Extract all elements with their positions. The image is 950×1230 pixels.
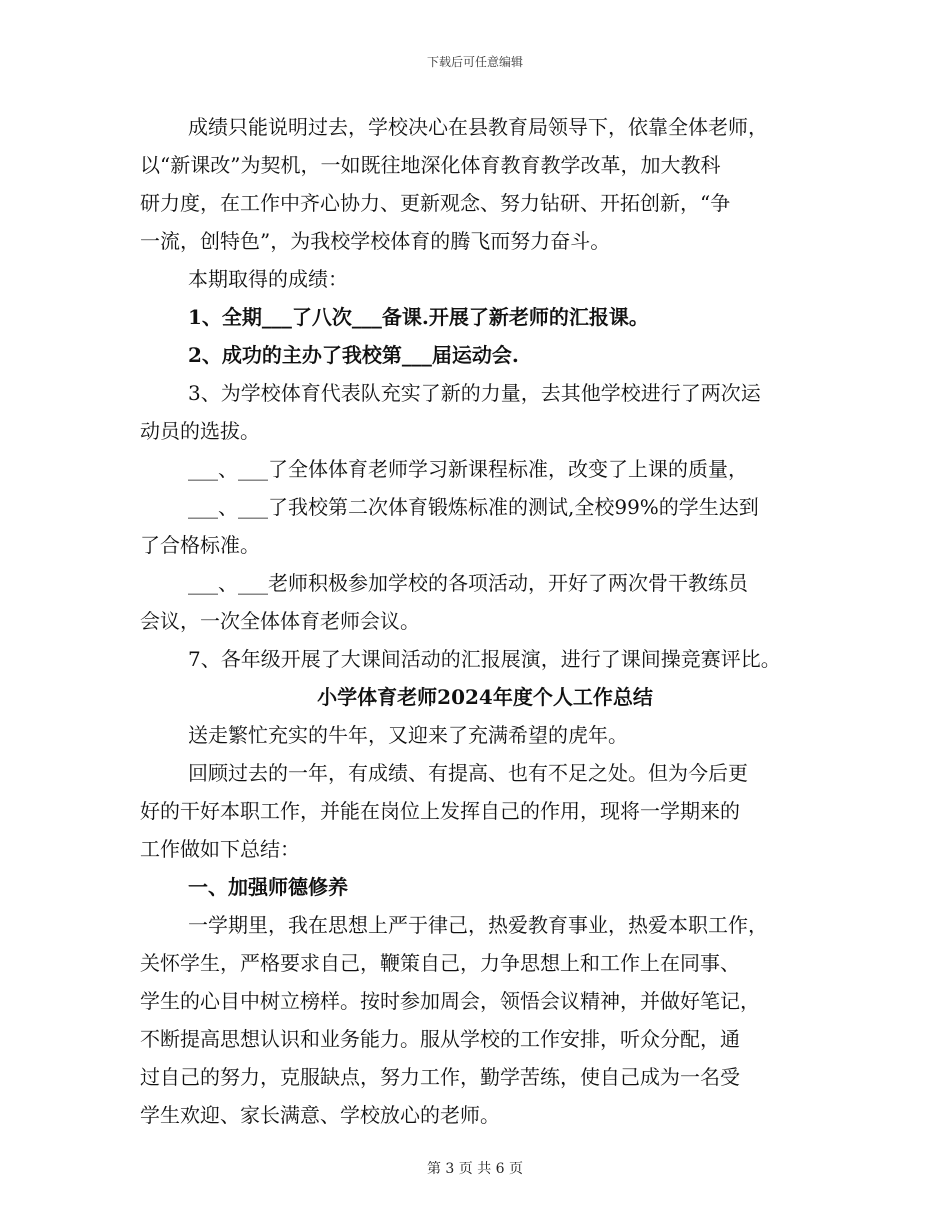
- paragraph-line: 3、为学校体育代表队充实了新的力量，去其他学校进行了两次运: [188, 381, 761, 405]
- paragraph-line: 一流，创特色”，为我校学校体育的腾飞而努力奋斗。: [140, 229, 611, 253]
- paragraph-line: 回顾过去的一年，有成绩、有提高、也有不足之处。但为今后更: [188, 761, 748, 785]
- paragraph-line: 工作做如下总结：: [140, 837, 300, 861]
- paragraph-line: 学生的心目中树立榜样。按时参加周会，领悟会议精神，并做好笔记，: [140, 989, 760, 1013]
- document-body: [140, 108, 830, 1134]
- paragraph-line: 动员的选拔。: [140, 419, 260, 443]
- section-heading: 一、加强师德修养: [188, 875, 348, 899]
- paragraph-line: 好的干好本职工作，并能在岗位上发挥自己的作用，现将一学期来的: [140, 799, 740, 823]
- paragraph-line: 研力度，在工作中齐心协力、更新观念、努力钻研、开拓创新，“争: [140, 191, 731, 215]
- paragraph-line: 会议，一次全体体育老师会议。: [140, 609, 420, 633]
- paragraph-line: 7、各年级开展了大课间活动的汇报展演，进行了课间操竞赛评比。: [188, 647, 781, 671]
- paragraph-line: ___、___老师积极参加学校的各项活动，开好了两次骨干教练员: [188, 571, 748, 595]
- paragraph-line: 不断提高思想认识和业务能力。服从学校的工作安排，听众分配，通: [140, 1027, 740, 1051]
- paragraph-line: 过自己的努力，克服缺点，努力工作，勤学苦练，使自己成为一名受: [140, 1065, 740, 1089]
- document-title: 小学体育老师2024年度个人工作总结: [317, 685, 653, 709]
- paragraph-line: 送走繁忙充实的牛年，又迎来了充满希望的虎年。: [188, 723, 628, 747]
- achievement-item: 2、成功的主办了我校第___届运动会.: [188, 343, 519, 367]
- achievement-item: 1、全期___了八次___备课.开展了新老师的汇报课。: [188, 305, 649, 329]
- paragraph-line: 一学期里，我在思想上严于律己，热爱教育事业，热爱本职工作，: [188, 913, 768, 937]
- paragraph-line: 关怀学生，严格要求自己，鞭策自己，力争思想上和工作上在同事、: [140, 951, 740, 975]
- paragraph-line: ___、___了全体体育老师学习新课程标准，改变了上课的质量，: [188, 457, 748, 481]
- section-label: 本期取得的成绩：: [188, 267, 348, 291]
- paragraph-line: 了合格标准。: [140, 533, 260, 557]
- paragraph-line: ___、___了我校第二次体育锻炼标准的测试,全校99%的学生达到: [188, 495, 759, 519]
- paragraph-line: 学生欢迎、家长满意、学校放心的老师。: [140, 1103, 500, 1127]
- paragraph-line: 以“新课改”为契机，一如既往地深化体育教育教学改革，加大教科: [140, 153, 721, 177]
- paragraph-line: 成绩只能说明过去，学校决心在县教育局领导下，依靠全体老师，: [188, 115, 768, 139]
- page-number: 第 3 页 共 6 页: [426, 1161, 524, 1177]
- header-note: 下载后可任意编辑: [426, 55, 523, 69]
